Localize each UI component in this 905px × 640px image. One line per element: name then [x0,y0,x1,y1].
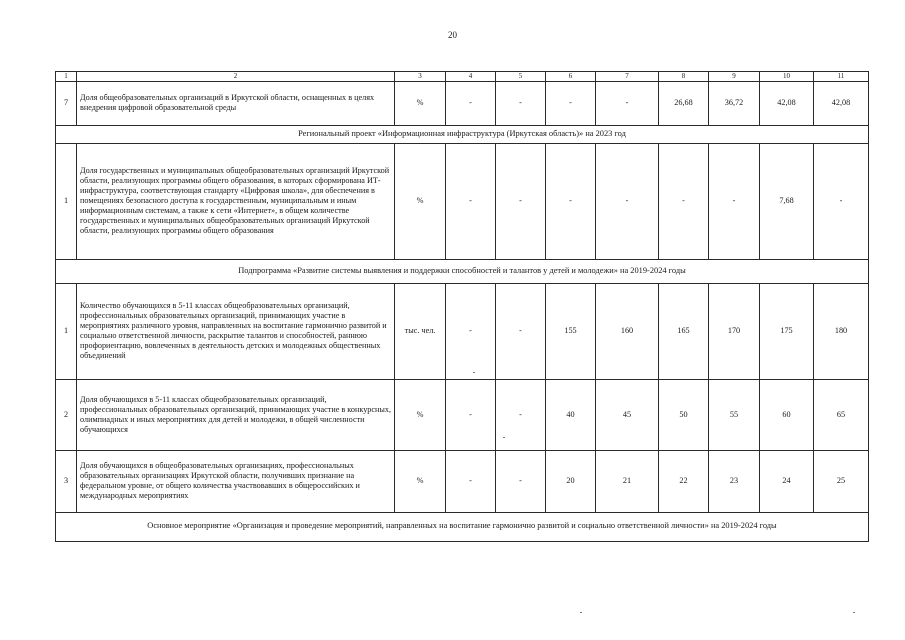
row-number: 7 [56,81,77,125]
section-title: Региональный проект «Информационная инфраструктура (Иркутская область)» на 2023 год [56,125,869,143]
page-number: 20 [448,30,457,40]
header-cell: 5 [496,72,546,82]
value-cell: 21 [596,450,659,512]
table-row [56,81,869,125]
value-cell: 23 [709,450,760,512]
value-cell: - [446,379,496,450]
row-number: 2 [56,379,77,450]
value-cell: 165 [659,283,709,379]
value-cell: 180 [814,283,869,379]
value-cell: 24 [760,450,814,512]
value-cell: 7,68 [760,143,814,259]
table-row [56,450,869,512]
value-cell: - [446,283,496,379]
value-cell: 160 [596,283,659,379]
header-cell: 10 [760,72,814,82]
indicators-table [55,71,869,542]
value-cell: - [814,143,869,259]
value-cell: - [546,143,596,259]
value-cell: 26,68 [659,81,709,125]
value-cell: - [446,81,496,125]
header-cell: 9 [709,72,760,82]
header-cell: 11 [814,72,869,82]
unit-cell: % [395,81,446,125]
header-cell: 4 [446,72,496,82]
value-cell: 22 [659,450,709,512]
section-title: Основное мероприятие «Организация и проведение мероприятий, направленных на воспитание гармонично развитой и социально ответственной личности» на 2019-2024 годы [56,512,869,541]
scan-artifact [580,612,582,613]
row-number: 3 [56,450,77,512]
header-cell: 2 [77,72,395,82]
indicator-name: Доля общеобразовательных организаций в Иркутской области, оснащенных в целях внедрения цифровой образовательной среды [77,81,395,125]
table-row [56,143,869,259]
section-it-row [56,125,869,143]
unit-cell: % [395,143,446,259]
section-title: Подпрограмма «Развитие системы выявления и поддержки способностей и талантов у детей и молодежи» на 2019-2024 годы [56,259,869,283]
value-cell: 155 [546,283,596,379]
indicator-name: Доля обучающихся в 5-11 классах общеобразовательных организаций, профессиональных образовательных организаций, принимающих участие в конкурсных, олимпиадных и иных мероприятиях для детей и молодежи, в общей численности обучающихся [77,379,395,450]
value-cell: 25 [814,450,869,512]
value-cell: - [446,450,496,512]
value-cell: 45 [596,379,659,450]
value-cell: - [659,143,709,259]
indicator-name: Количество обучающихся в 5-11 классах общеобразовательных организаций, профессиональных образовательных организаций, принимающих участие в мероприятиях различного уровня, направленных на воспитание гармонично развитой и социально ответственной личности, раскрытие талантов и способностей, раннюю профориентацию, вовлеченных в деятельность детских и молодежных общественных объединений [77,283,395,379]
scan-artifact [503,437,505,438]
scan-artifact [473,372,475,373]
header-cell: 1 [56,72,77,82]
scan-artifact [853,612,855,613]
value-cell: - [546,81,596,125]
value-cell: 40 [546,379,596,450]
value-cell: 65 [814,379,869,450]
value-cell: - [496,283,546,379]
row-number: 1 [56,143,77,259]
value-cell: - [496,379,546,450]
value-cell: - [496,450,546,512]
value-cell: 36,72 [709,81,760,125]
value-cell: 20 [546,450,596,512]
header-cell: 7 [596,72,659,82]
value-cell: - [496,81,546,125]
row-number: 1 [56,283,77,379]
value-cell: - [596,81,659,125]
value-cell: 175 [760,283,814,379]
table-row [56,379,869,450]
value-cell: 42,08 [760,81,814,125]
unit-cell: % [395,450,446,512]
header-cell: 6 [546,72,596,82]
unit-cell: тыс. чел. [395,283,446,379]
value-cell: 50 [659,379,709,450]
table-row [56,283,869,379]
header-cell: 3 [395,72,446,82]
value-cell: 55 [709,379,760,450]
unit-cell: % [395,379,446,450]
section-event-row [56,512,869,541]
section-talents-row [56,259,869,283]
header-row [56,72,869,82]
indicator-name: Доля обучающихся в общеобразовательных организациях, профессиональных образовательных организациях Иркутской области, получивших признание на федеральном уровне, от общего количества участвовавших в общероссийских и международных мероприятиях [77,450,395,512]
header-cell: 8 [659,72,709,82]
indicator-name: Доля государственных и муниципальных общеобразовательных организаций Иркутской области, реализующих программы общего образования, в которых сформирована ИТ-инфраструктура, соответствующая стандарту «Цифровая школа», для обеспечения в помещениях безопасного доступа к государственным, муниципальным и иным информационным системам, а также к сети «Интернет», в общем количестве государственных и муниципальных общеобразовательных организаций Иркутской области, реализующих программы общего образования [77,143,395,259]
value-cell: - [596,143,659,259]
value-cell: 42,08 [814,81,869,125]
value-cell: 60 [760,379,814,450]
value-cell: - [709,143,760,259]
value-cell: 170 [709,283,760,379]
value-cell: - [496,143,546,259]
value-cell: - [446,143,496,259]
